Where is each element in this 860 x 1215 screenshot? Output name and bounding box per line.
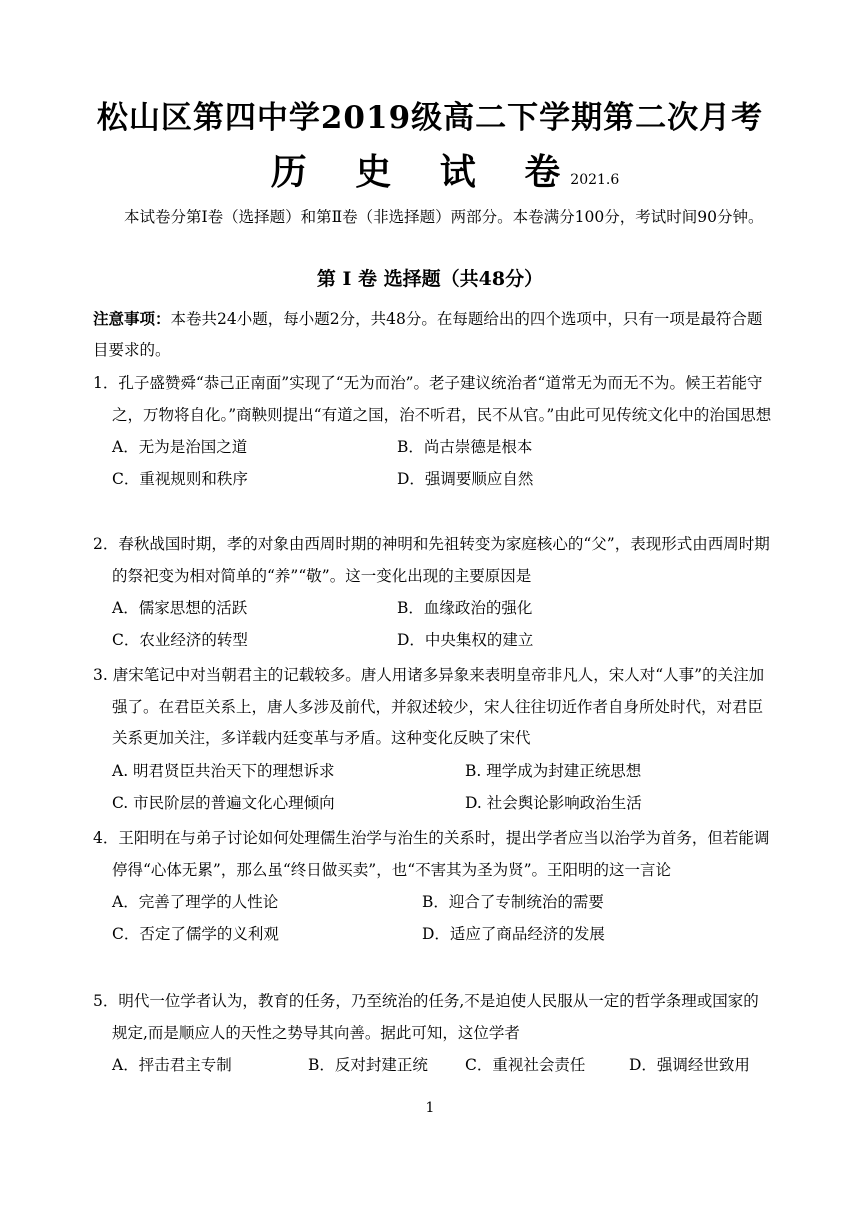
option-b: B．血缘政治的强化 xyxy=(397,599,533,617)
option-d: D．适应了商品经济的发展 xyxy=(422,925,605,943)
option-a: A．抨击君主专制 xyxy=(112,1056,232,1074)
option-b: B．尚古崇德是根本 xyxy=(397,438,533,456)
option-a: A. 明君贤臣共治天下的理想诉求 xyxy=(112,761,335,780)
options-row xyxy=(93,1049,773,1081)
option-d: D．强调经世致用 xyxy=(629,1056,750,1074)
option-a: A．完善了理学的人性论 xyxy=(112,893,279,911)
option-c: C．农业经济的转型 xyxy=(112,631,248,649)
school-title: 松山区第四中学2019级高二下学期第二次月考 xyxy=(96,100,764,136)
option-c: C．重视规则和秩序 xyxy=(112,470,248,488)
question-stem: 5．明代一位学者认为，教育的任务，乃至统治的任务,不是迫使人民服从一定的哲学条理或国家的规定,而是顺应人的天性之势导其向善。据此可知，这位学者 xyxy=(93,992,759,1042)
notice-text: 本卷共24小题，每小题2分，共48分。在每题给出的四个选项中，只有一项是最符合题目要求的。 xyxy=(93,310,763,359)
question-stem: 3. 唐宋笔记中对当朝君主的记载较多。唐人用诸多异象来表明皇帝非凡人，宋人对“人事”的关注加强了。在君臣关系上，唐人多涉及前代，并叙述较少，宋人往往切近作者自身所处时代，对君臣关系更加关注，多详载内廷变革与矛盾。这种变化反映了宋代 xyxy=(93,666,765,747)
question-stem: 2．春秋战国时期，孝的对象由西周时期的神明和先祖转变为家庭核心的“父”，表现形式由西周时期的祭祀变为相对简单的“养”“敬”。这一变化出现的主要原因是 xyxy=(93,535,770,585)
question-3 xyxy=(93,660,773,819)
notice-label: 注意事项： xyxy=(93,309,171,328)
section-heading: 第 Ⅰ 卷 选择题（共48分） xyxy=(316,268,544,290)
options-row xyxy=(93,463,773,495)
question-4 xyxy=(93,823,773,950)
option-b: B．反对封建正统 xyxy=(308,1056,428,1074)
intro-paragraph: 本试卷分第Ⅰ卷（选择题）和第Ⅱ卷（非选择题）两部分。本卷满分100分，考试时间90分钟。 xyxy=(124,208,764,226)
option-a: A．无为是治国之道 xyxy=(112,438,248,456)
options-row xyxy=(93,592,773,624)
question-stem: 4．王阳明在与弟子讨论如何处理儒生治学与治生的关系时，提出学者应当以治学为首务，但若能调停得“心体无累”，那么虽“终日做买卖”，也“不害其为圣为贤”。王阳明的这一言论 xyxy=(93,829,770,879)
subject-line xyxy=(0,150,860,202)
notice-paragraph xyxy=(93,303,773,366)
option-b: B．迎合了专制统治的需要 xyxy=(422,893,604,911)
page-number: 1 xyxy=(425,1100,435,1116)
options-row xyxy=(93,624,773,656)
option-d: D. 社会舆论影响政治生活 xyxy=(465,793,642,812)
option-d: D．中央集权的建立 xyxy=(397,631,534,649)
option-c: C. 市民阶层的普遍文化心理倾向 xyxy=(112,793,335,812)
question-2 xyxy=(93,529,773,656)
option-a: A．儒家思想的活跃 xyxy=(112,599,248,617)
option-c: C．否定了儒学的义利观 xyxy=(112,925,279,943)
question-1 xyxy=(93,368,773,495)
option-c: C．重视社会责任 xyxy=(465,1056,586,1074)
option-d: D．强调要顺应自然 xyxy=(397,470,534,488)
question-5 xyxy=(93,986,773,1081)
question-stem: 1．孔子盛赞舜“恭己正南面”实现了“无为而治”。老子建议统治者“道常无为而无不为。候王若能守之，万物将自化。”商鞅则提出“有道之国，治不听君，民不从官。”由此可见传统文化中的治国思想 xyxy=(93,374,772,424)
exam-date: 2021.6 xyxy=(570,172,620,188)
options-row xyxy=(93,918,773,950)
options-row xyxy=(93,755,773,787)
options-row xyxy=(93,787,773,819)
subject-title: 历 史 试 卷 xyxy=(270,151,579,193)
options-row xyxy=(93,431,773,463)
option-b: B. 理学成为封建正统思想 xyxy=(465,761,642,780)
options-row xyxy=(93,886,773,918)
